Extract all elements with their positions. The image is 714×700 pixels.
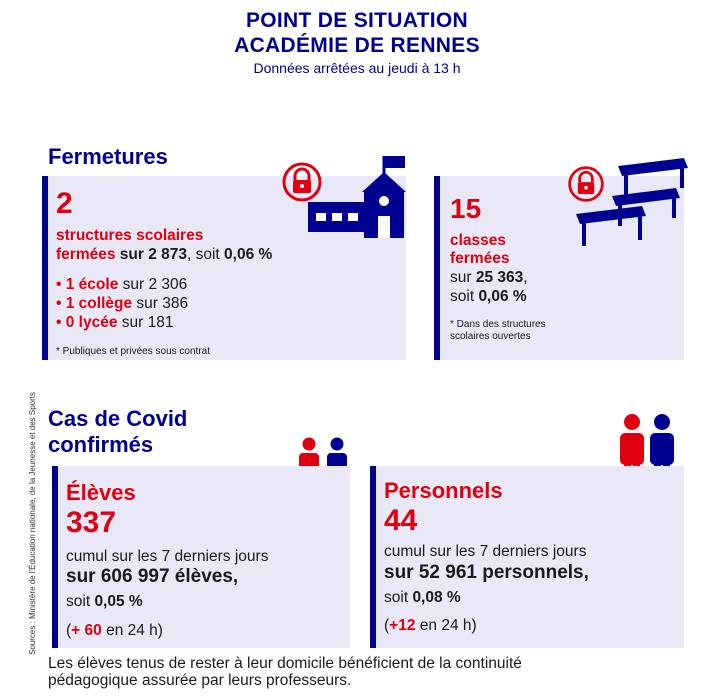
classes-sur: sur 25 363,: [450, 269, 528, 286]
classes-note-2: scolaires ouvertes: [450, 331, 531, 342]
eleves-cumul: cumul sur les 7 derniers jours: [66, 548, 269, 565]
desks-icon: [572, 152, 692, 252]
personnels-cumul: cumul sur les 7 derniers jours: [384, 543, 587, 560]
title-line-2: ACADÉMIE DE RENNES: [234, 34, 480, 57]
eleves-label: Élèves: [66, 480, 136, 505]
eleves-sur: sur 606 997 élèves,: [66, 566, 239, 587]
eleves-soit: soit 0,05 %: [66, 593, 143, 610]
structures-pct: 0,06 %: [224, 246, 273, 263]
fermees-label: fermées: [56, 246, 116, 263]
structures-note: * Publiques et privées sous contrat: [56, 346, 210, 357]
classes-count: 15: [450, 193, 482, 224]
classes-fermees: fermées: [450, 250, 510, 267]
personnels-label: Personnels: [384, 478, 503, 503]
list-item: • 1 école sur 2 306: [56, 276, 188, 293]
covid-title-1: Cas de Covid: [48, 406, 188, 431]
fermetures-title: Fermetures: [48, 144, 168, 169]
personnels-count: 44: [384, 504, 418, 537]
source-note: Sources : Ministère de l'Éducation nationale, de la Jeunesse et des Sports: [28, 391, 37, 655]
personnels-soit: soit 0,08 %: [384, 589, 461, 606]
personnels-card: [370, 466, 684, 648]
subtitle: Données arrêtées au jeudi à 13 h: [253, 60, 461, 76]
structures-sur: sur 2 873: [119, 246, 187, 263]
structures-label: structures scolaires: [56, 227, 204, 244]
eleves-count: 337: [66, 506, 117, 539]
list-item: • 1 collège sur 386: [56, 295, 189, 312]
footer-line-2: pédagogique assurée par leurs professeurs.: [48, 672, 352, 689]
covid-title-2: confirmés: [48, 432, 154, 457]
title-line-1: POINT DE SITUATION: [245, 9, 468, 32]
structures-list: [56, 275, 188, 332]
personnels-sur: sur 52 961 personnels,: [384, 562, 589, 583]
structures-line: [56, 245, 272, 264]
classes-note-1: * Dans des structures: [450, 319, 546, 330]
footer-line-1: Les élèves tenus de rester à leur domicile bénéficient de la continuité: [48, 655, 522, 672]
classes-soit: soit 0,06 %: [450, 288, 527, 305]
header: [0, 8, 714, 76]
structures-count: 2: [56, 187, 73, 220]
list-item: • 0 lycée sur 181: [56, 314, 174, 331]
structures-soit: , soit: [187, 246, 225, 263]
footer-note: [48, 655, 688, 689]
eleves-card: [52, 466, 350, 648]
personnels-delta: (+12 en 24 h): [384, 617, 477, 634]
school-building-icon: [302, 150, 412, 240]
eleves-delta: (+ 60 en 24 h): [66, 622, 163, 639]
classes-label: classes: [450, 232, 507, 249]
